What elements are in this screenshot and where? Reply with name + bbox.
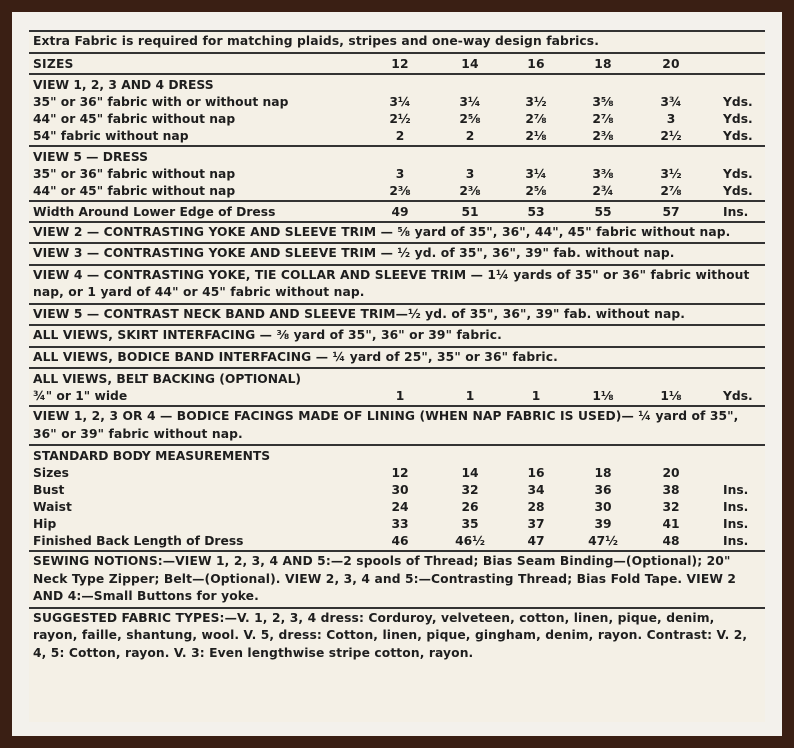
skirt-interfacing: ALL VIEWS, SKIRT INTERFACING — ⅜ yard of 35", 36" or 39" fabric. [29, 326, 765, 348]
cell: 34 [527, 483, 545, 497]
cell: 3 [666, 111, 676, 126]
photo-frame [12, 12, 782, 736]
bodice-interfacing: ALL VIEWS, BODICE BAND INTERFACING — ¼ yard of 25", 35" or 36" fabric. [29, 348, 765, 370]
unit: Yds. [723, 128, 753, 143]
cell: 2¾ [592, 183, 614, 198]
cell: 28 [527, 500, 545, 514]
bodice-facings: VIEW 1, 2, 3 OR 4 — BODICE FACINGS MADE OF LINING (WHEN NAP FABRIC IS USED)— ¼ yard of 35", 36" or 39" fabric without nap. [29, 407, 765, 446]
table-row [33, 515, 761, 532]
unit: Yds. [723, 183, 753, 198]
cell: 46 [391, 534, 409, 548]
unit: Yds. [723, 389, 753, 403]
cell: 3⅜ [592, 166, 614, 181]
cell: 3¾ [660, 94, 682, 109]
cell: 2⅜ [592, 128, 614, 143]
section-title: VIEW 5 — DRESS [33, 149, 148, 164]
row-label: Waist [33, 500, 72, 514]
cell: 2⅛ [525, 128, 547, 143]
cell: 2⅝ [459, 111, 481, 126]
width-section [29, 202, 765, 223]
table-row [33, 203, 761, 220]
cell: 3 [395, 166, 405, 181]
row-label: 35" or 36" fabric without nap [33, 166, 236, 181]
cell: 46½ [455, 534, 485, 548]
unit: Ins. [723, 204, 749, 219]
cell: 3⅝ [592, 94, 614, 109]
row-label: 44" or 45" fabric without nap [33, 183, 236, 198]
cell: 32 [461, 483, 479, 497]
cell: 12 [391, 466, 409, 480]
section-title: VIEW 1, 2, 3 AND 4 DRESS [33, 77, 214, 92]
cell: 3½ [660, 166, 682, 181]
cell: 16 [527, 466, 545, 480]
yardage-chart [29, 30, 765, 722]
unit: Yds. [723, 166, 753, 181]
table-row [33, 182, 761, 199]
cell: 30 [391, 483, 409, 497]
unit: Yds. [723, 111, 753, 126]
table-row [33, 481, 761, 498]
view-4-trim: VIEW 4 — CONTRASTING YOKE, TIE COLLAR AND SLEEVE TRIM — 1¼ yards of 35" or 36" fabric without nap, or 1 yard of 44" or 45" fabric without nap. [29, 266, 765, 305]
cell: 41 [662, 517, 680, 531]
unit: Ins. [723, 500, 749, 514]
belt-section [29, 369, 765, 407]
cell: 51 [461, 204, 479, 219]
cell: 55 [594, 204, 612, 219]
view-5-section [29, 147, 765, 202]
table-row [33, 127, 761, 144]
row-label: Finished Back Length of Dress [33, 534, 244, 548]
table-row [33, 387, 761, 404]
view-3-trim: VIEW 3 — CONTRASTING YOKE AND SLEEVE TRIM — ½ yd. of 35", 36", 39" fab. without nap. [29, 244, 765, 266]
cell: 24 [391, 500, 409, 514]
cell: 47 [527, 534, 545, 548]
cell: 3¼ [389, 94, 411, 109]
cell: 2⅜ [389, 183, 411, 198]
view-5-trim: VIEW 5 — CONTRAST NECK BAND AND SLEEVE TRIM—½ yd. of 35", 36", 39" fab. without nap. [29, 305, 765, 327]
unit: Yds. [723, 94, 753, 109]
table-row [33, 93, 761, 110]
cell: 2⅞ [592, 111, 614, 126]
cell: 47½ [588, 534, 618, 548]
cell: 1 [531, 389, 541, 403]
unit: Ins. [723, 483, 749, 497]
cell: 49 [391, 204, 409, 219]
table-row [33, 532, 761, 549]
cell: 18 [594, 466, 612, 480]
cell: 2⅜ [459, 183, 481, 198]
size-col: 14 [461, 56, 479, 71]
body-measurements-section [29, 446, 765, 552]
cell: 1⅛ [660, 389, 682, 403]
cell: 3¼ [525, 166, 547, 181]
extra-fabric-notice: Extra Fabric is required for matching plaids, stripes and one-way design fabrics. [29, 32, 765, 54]
row-label: Width Around Lower Edge of Dress [33, 204, 276, 219]
cell: 2⅞ [525, 111, 547, 126]
section-title: STANDARD BODY MEASUREMENTS [33, 449, 271, 463]
view-1234-section [29, 75, 765, 147]
cell: 53 [527, 204, 545, 219]
row-label: 35" or 36" fabric with or without nap [33, 94, 289, 109]
cell: 33 [391, 517, 409, 531]
size-col: 18 [594, 56, 612, 71]
cell: 1 [395, 389, 405, 403]
cell: 37 [527, 517, 545, 531]
row-label: ¾" or 1" wide [33, 389, 128, 403]
cell: 38 [662, 483, 680, 497]
unit: Ins. [723, 517, 749, 531]
cell: 2 [395, 128, 405, 143]
table-row [33, 110, 761, 127]
section-title: ALL VIEWS, BELT BACKING (OPTIONAL) [33, 372, 302, 386]
row-label: Bust [33, 483, 65, 497]
sizes-header [29, 54, 765, 75]
cell: 2⅞ [660, 183, 682, 198]
cell: 2⅝ [525, 183, 547, 198]
cell: 3 [465, 166, 475, 181]
sizes-label: SIZES [33, 56, 74, 71]
table-row [33, 464, 761, 481]
row-label: Sizes [33, 466, 69, 480]
row-label: 44" or 45" fabric without nap [33, 111, 236, 126]
size-col: 12 [391, 56, 409, 71]
cell: 2½ [389, 111, 411, 126]
size-col: 20 [662, 56, 680, 71]
cell: 32 [662, 500, 680, 514]
cell: 35 [461, 517, 479, 531]
cell: 30 [594, 500, 612, 514]
unit: Ins. [723, 534, 749, 548]
cell: 26 [461, 500, 479, 514]
cell: 1 [465, 389, 475, 403]
sewing-notions: SEWING NOTIONS:—VIEW 1, 2, 3, 4 AND 5:—2 spools of Thread; Bias Seam Binding—(Optional); 20" Neck Type Zipper; Belt—(Optional). VIEW 2, 3, 4 and 5:—Contrasting Thread; Bias Fold Tape. VIEW 2 AND 4:—Small Buttons for yoke. [29, 552, 765, 609]
cell: 14 [461, 466, 479, 480]
suggested-fabric-types: SUGGESTED FABRIC TYPES:—V. 1, 2, 3, 4 dress: Corduroy, velveteen, cotton, linen, pique, denim, rayon, faille, shantung, wool. V. 5, dress: Cotton, linen, pique, gingham, denim, rayon. Contrast: V. 2, 4, 5: Cotton, rayon. V. 3: Even lengthwise stripe cotton, rayon. [33, 610, 748, 660]
table-row [33, 165, 761, 182]
cell: 2½ [660, 128, 682, 143]
view-2-trim: VIEW 2 — CONTRASTING YOKE AND SLEEVE TRIM — ⅝ yard of 35", 36", 44", 45" fabric without nap. [29, 223, 765, 245]
cell: 1⅛ [592, 389, 614, 403]
cell: 48 [662, 534, 680, 548]
cell: 3¼ [459, 94, 481, 109]
size-col: 16 [527, 56, 545, 71]
cell: 57 [662, 204, 680, 219]
cell: 39 [594, 517, 612, 531]
cell: 20 [662, 466, 680, 480]
row-label: 54" fabric without nap [33, 128, 189, 143]
cell: 2 [465, 128, 475, 143]
cell: 36 [594, 483, 612, 497]
row-label: Hip [33, 517, 57, 531]
cell: 3½ [525, 94, 547, 109]
table-row [33, 498, 761, 515]
